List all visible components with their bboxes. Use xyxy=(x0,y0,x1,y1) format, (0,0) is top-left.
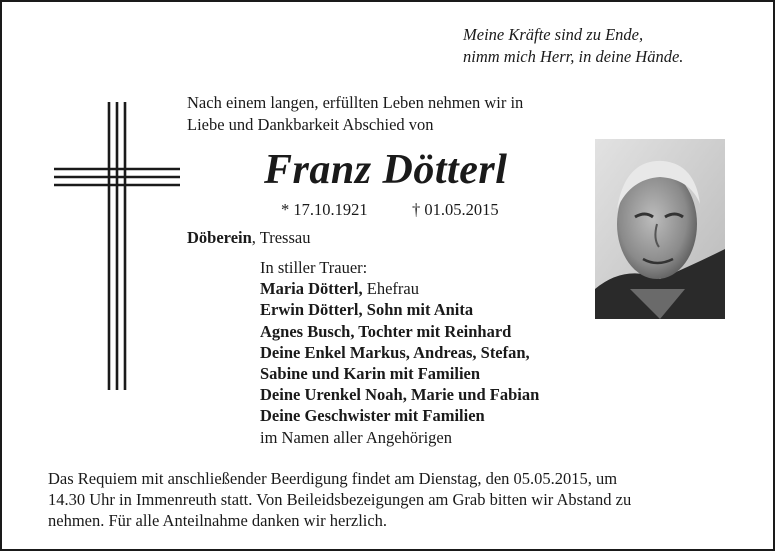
residence-secondary: , Tressau xyxy=(251,228,311,247)
list-item xyxy=(260,299,539,320)
residence-primary: Döberein xyxy=(187,228,252,247)
portrait-photo xyxy=(595,139,725,319)
mourner-name: Agnes Busch, Tochter mit Reinhard xyxy=(260,321,512,341)
death-date: † 01.05.2015 xyxy=(412,200,499,219)
mourner-relation: Ehefrau xyxy=(362,279,419,299)
birth-date: * 17.10.1921 xyxy=(281,200,368,219)
mourner-name: Deine Urenkel Noah, Marie und Fabian xyxy=(260,385,540,405)
list-item xyxy=(260,321,539,342)
mourner-name: Erwin Dötterl, Sohn mit Anita xyxy=(260,300,474,320)
list-item xyxy=(260,278,539,299)
deceased-name: Franz Dötterl xyxy=(264,147,508,193)
mourners-list xyxy=(260,257,539,448)
motto-line-2: nimm mich Herr, in deine Hände. xyxy=(463,47,684,66)
motto xyxy=(463,24,683,68)
list-item xyxy=(260,342,539,363)
intro-text xyxy=(187,92,523,136)
list-item xyxy=(260,405,539,426)
mourner-name: Maria Dötterl, xyxy=(260,279,363,299)
mourner-name: Sabine und Karin mit Familien xyxy=(260,364,481,384)
funeral-notice-line-2: 14.30 Uhr in Immenreuth statt. Von Beileidsbezeigungen am Grab bitten wir Abstand zu xyxy=(48,490,632,509)
funeral-notice xyxy=(48,468,738,531)
residence xyxy=(187,228,310,248)
funeral-notice-line-3: nehmen. Für alle Anteilnahme danken wir herzlich. xyxy=(48,511,388,530)
mourners-closing: im Namen aller Angehörigen xyxy=(260,427,452,447)
list-item xyxy=(260,384,539,405)
list-item xyxy=(260,363,539,384)
mourners-heading: In stiller Trauer: xyxy=(260,258,368,277)
funeral-notice-line-1: Das Requiem mit anschließender Beerdigung findet am Dienstag, den 05.05.2015, um xyxy=(48,469,618,488)
cross-icon xyxy=(54,102,180,390)
motto-line-1: Meine Kräfte sind zu Ende, xyxy=(463,25,644,44)
mourner-name: Deine Enkel Markus, Andreas, Stefan, xyxy=(260,342,530,362)
mourner-name: Deine Geschwister mit Familien xyxy=(260,406,485,426)
intro-line-1: Nach einem langen, erfüllten Leben nehmen wir in xyxy=(187,93,524,112)
intro-line-2: Liebe und Dankbarkeit Abschied von xyxy=(187,115,434,134)
